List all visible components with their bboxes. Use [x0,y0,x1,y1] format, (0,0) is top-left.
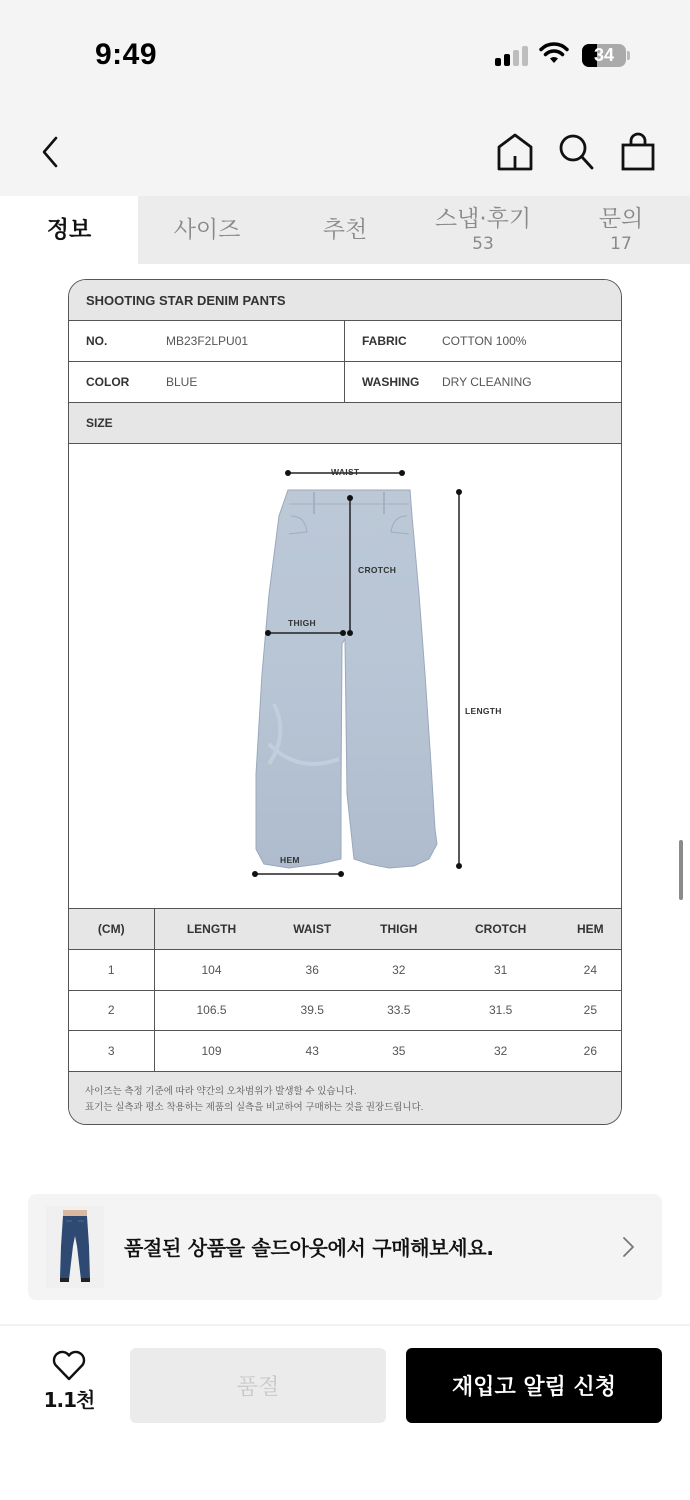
soldout-market-banner[interactable] [28,1194,662,1300]
table-row [69,950,621,991]
tab-count: 53 [472,234,494,254]
col-header: WAIST [269,909,356,950]
vertical-scrollbar[interactable] [679,840,683,900]
tab-label: 스냅·후기 [434,206,532,232]
spec-key: NO. [86,334,108,348]
product-name: SHOOTING STAR DENIM PANTS [69,280,621,321]
col-header: CROTCH [442,909,560,950]
hem-label: HEM [280,855,300,865]
table-cell: 106.5 [154,990,269,1031]
crotch-label: CROTCH [358,565,397,575]
battery-icon [582,44,626,67]
table-cell: 31.5 [442,990,560,1031]
product-thumbnail [46,1206,104,1288]
tab-size[interactable] [138,196,276,264]
size-diagram [69,444,621,909]
back-button[interactable] [32,130,68,174]
table-cell: 2 [69,990,154,1031]
tab-label: 문의 [598,206,644,232]
spec-key: FABRIC [362,334,407,348]
thigh-label: THIGH [288,618,316,628]
banner-text: 품절된 상품을 솔드아웃에서 구매해보세요. [124,1236,494,1260]
size-section-header: SIZE [69,403,621,444]
tab-info[interactable] [0,196,138,264]
battery-tip [627,51,630,60]
spec-key: WASHING [362,375,420,389]
col-header: LENGTH [154,909,269,950]
signal-icon [495,46,529,66]
table-cell: 104 [154,950,269,991]
back-chevron-icon [40,136,60,168]
tab-bar [0,196,690,264]
spec-cell-fabric [345,321,621,361]
status-time: 9:49 [95,38,158,71]
chevron-right-icon [622,1236,636,1258]
table-cell: 39.5 [269,990,356,1031]
nav-bar [0,110,690,196]
col-header: (CM) [69,909,154,950]
table-cell: 26 [560,1031,621,1072]
table-cell: 35 [356,1031,442,1072]
tab-recommend[interactable] [276,196,414,264]
spec-cell-color [69,362,345,402]
spec-cell-washing [345,362,621,402]
table-cell: 1 [69,950,154,991]
col-header: HEM [560,909,621,950]
waist-label: WAIST [331,467,360,477]
product-spec-card [68,279,622,1125]
restock-alert-button[interactable]: 재입고 알림 신청 [406,1348,662,1423]
tab-inquiry[interactable] [552,196,690,264]
spec-row [69,362,621,403]
table-cell: 24 [560,950,621,991]
table-cell: 3 [69,1031,154,1072]
shopping-bag-icon [619,132,657,172]
size-note-line: 표기는 실측과 평소 착용하는 제품의 실측을 비교하여 구매하는 것을 권장드립니다. [85,1101,424,1113]
bottom-action-bar [0,1324,690,1500]
search-icon [557,132,595,172]
like-count: 1.1천 [43,1388,95,1412]
spec-value: BLUE [166,375,198,389]
status-bar [0,0,690,110]
spec-value: DRY CLEANING [442,375,532,389]
table-cell: 32 [442,1031,560,1072]
col-header: THIGH [356,909,442,950]
spec-row [69,321,621,362]
heart-icon [51,1350,87,1382]
home-button[interactable] [493,130,537,174]
pants-illustration [69,444,621,909]
table-cell: 31 [442,950,560,991]
tab-label: 사이즈 [173,217,241,243]
table-cell: 109 [154,1031,269,1072]
home-icon [496,132,534,172]
size-note [69,1072,621,1126]
table-row [69,990,621,1031]
spec-cell-no [69,321,345,361]
size-note-line: 사이즈는 측정 기준에 따라 약간의 오차범위가 발생할 수 있습니다. [85,1085,357,1097]
tab-snap-review[interactable] [414,196,552,264]
table-cell: 32 [356,950,442,991]
soldout-button: 품절 [130,1348,386,1423]
size-table-header-row [69,909,621,950]
tab-label: 정보 [46,217,92,243]
table-cell: 43 [269,1031,356,1072]
spec-value: COTTON 100% [442,334,527,348]
tab-count: 17 [610,234,632,254]
tab-label: 추천 [322,217,368,243]
table-cell: 25 [560,990,621,1031]
spec-value: MB23F2LPU01 [166,334,249,348]
length-label: LENGTH [465,706,502,716]
table-cell: 36 [269,950,356,991]
like-button[interactable] [40,1350,98,1413]
table-cell: 33.5 [356,990,442,1031]
search-button[interactable] [554,130,598,174]
wifi-icon [539,42,569,70]
cart-button[interactable] [616,130,660,174]
size-table [69,909,621,1072]
spec-key: COLOR [86,375,130,389]
table-row [69,1031,621,1072]
battery-percent: 34 [593,45,615,65]
